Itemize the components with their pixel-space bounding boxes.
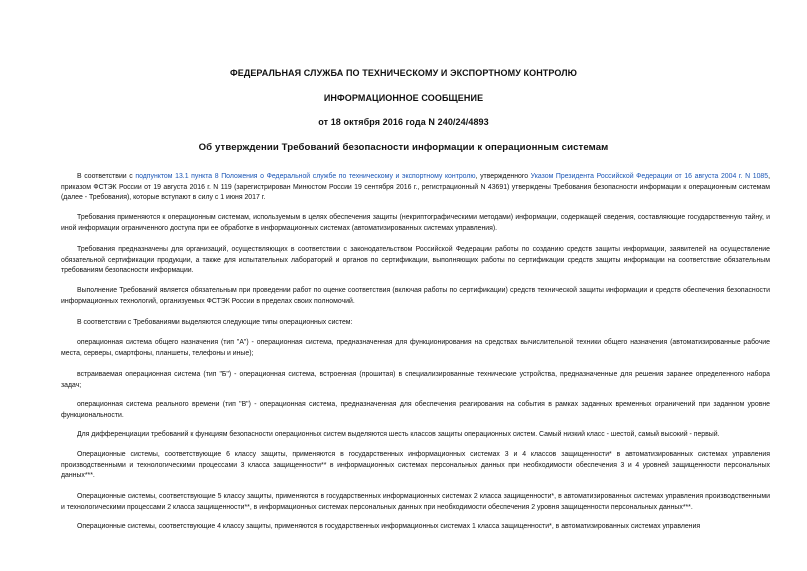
paragraph-audience: Требования предназначены для организаций, осуществляющих в соответствии с законодательством Российской Федерации работы по созданию средств защиты информации, заявителей на осуществление обязательной сертификации продукции, а также для испытательных лабораторий и органов по сертификации, выполняющих работы по сертификации средств защиты информации на соответствие обязательным требованиям безопасности информации. <box>61 246 770 274</box>
document-date-number: от 18 октября 2016 года N 240/24/4893 <box>318 117 489 127</box>
paragraph-class-4: Операционные системы, соответствующие 4 классу защиты, применяются в государственных информационных системах 1 класса защищенности*, в автоматизированных системах управления <box>77 523 701 530</box>
paragraph-types-intro: В соответствии с Требованиями выделяются следующие типы операционных систем: <box>77 319 353 326</box>
intro-text-mid: , утвержденного <box>475 173 531 180</box>
paragraph-type-a: операционная система общего назначения (тип "А") - операционная система, предназначенная для функционирования на средствах вычислительной техники общего назначения (автоматизированные рабочие места, серверы, смартфоны, планшеты, телефоны и иные); <box>61 339 770 357</box>
intro-paragraph <box>61 172 770 204</box>
paragraph-classes: Для дифференциации требований к функциям безопасности операционных систем выделяются шесть классов защиты операционных систем. Самый низкий класс - шестой, самый высокий - первый. <box>77 431 720 438</box>
decree-link[interactable]: Указом Президента Российской Федерации от 16 августа 2004 г. N 1085 <box>530 173 769 180</box>
document-type: ИНФОРМАЦИОННОЕ СООБЩЕНИЕ <box>323 93 484 103</box>
paragraph-type-b: встраиваемая операционная система (тип "Б") - операционная система, встроенная (прошитая) в специализированные технические устройства, предназначенные для решения заранее определенного набора задач; <box>61 371 770 389</box>
paragraph-mandatory: Выполнение Требований является обязательным при проведении работ по оценке соответствия (включая работы по сертификации) средств технической защиты информации и средств обеспечения безопасности информационных технологий, организуемых ФСТЭК России в пределах своих полномочий. <box>61 287 770 305</box>
document-subject: Об утверждении Требований безопасности информации к операционным системам <box>198 142 609 153</box>
intro-text-pre: В соответствии с <box>77 173 136 180</box>
regulation-link[interactable]: подпунктом 13.1 пункта 8 Положения о Федеральной службе по техническому и экспортному контролю <box>135 173 476 180</box>
agency-title: ФЕДЕРАЛЬНАЯ СЛУЖБА ПО ТЕХНИЧЕСКОМУ И ЭКСПОРТНОМУ КОНТРОЛЮ <box>229 68 578 78</box>
intro-text-post: , приказом ФСТЭК России от 19 августа 2016 г. N 119 (зарегистрирован Минюстом России 19 сентября 2016 г., регистрационный N 43691) утверждены Требования безопасности информации к операционным системам (далее - Требования), которые вступают в силу с 1 июня 2017 г. <box>61 173 770 201</box>
paragraph-class-6: Операционные системы, соответствующие 6 классу защиты, применяются в государственных информационных системах 3 и 4 классов защищенности* в автоматизированных системах управления производственными и технологическими процессами 3 класса защищенности** в информационных системах персональных данных при необходимости обеспечения 3 и 4 уровней защищенности персональных данных***. <box>61 451 770 479</box>
paragraph-type-v: операционная система реального времени (тип "В") - операционная система, предназначенная для обеспечения реагирования на события в рамках заданных временных ограничений при заданном уровне функциональности. <box>61 401 770 419</box>
paragraph-scope: Требования применяются к операционным системам, используемым в целях обеспечения защиты (некриптографическими методами) информации, содержащей сведения, составляющие государственную тайну, и иной информации ограниченного доступа при ее обработке в информационных системах (автоматизированных системах управления). <box>61 214 770 232</box>
paragraph-class-5: Операционные системы, соответствующие 5 классу защиты, применяются в государственных информационных системах 2 класса защищенности*, в автоматизированных системах управления производственными и технологическими процессами 2 класса защищенности**, в информационных системах персональных данных при необходимости обеспечения 2 уровня защищенности персональных данных***. <box>61 493 770 511</box>
